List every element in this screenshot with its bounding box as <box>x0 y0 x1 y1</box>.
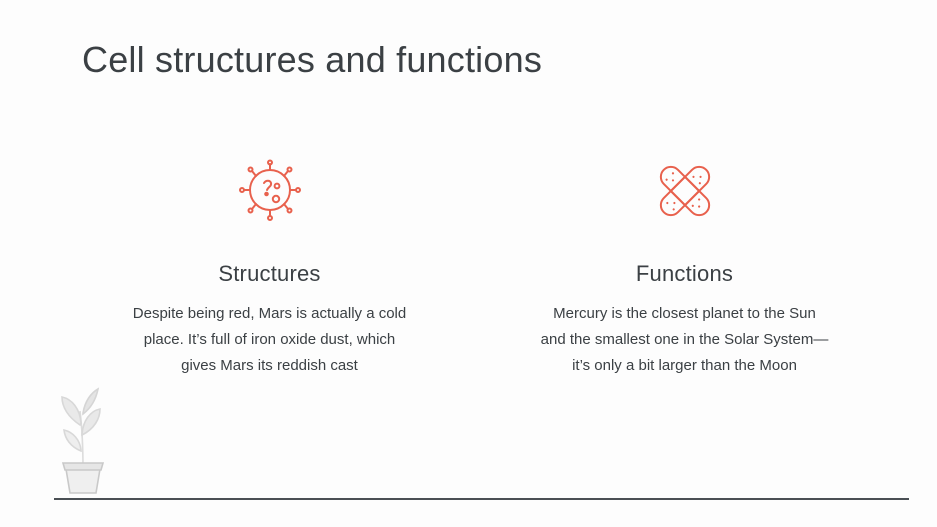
column-structures <box>82 155 457 379</box>
virus-cell-icon <box>235 155 305 227</box>
columns-container <box>82 155 872 379</box>
potted-plant-illustration <box>38 377 128 497</box>
column-heading: Structures <box>218 261 321 286</box>
crossed-bandage-icon <box>646 155 724 227</box>
column-functions <box>497 155 872 379</box>
column-body: Despite being red, Mars is actually a cold place. It’s full of iron oxide dust, which gives Mars its reddish cast <box>132 305 407 374</box>
column-body: Mercury is the closest planet to the Sun and the smallest one in the Solar System—it’s only a bit larger than the Moon <box>540 305 829 374</box>
bottom-divider <box>54 498 909 500</box>
page-title: Cell structures and functions <box>82 39 543 80</box>
column-heading: Functions <box>635 261 734 286</box>
